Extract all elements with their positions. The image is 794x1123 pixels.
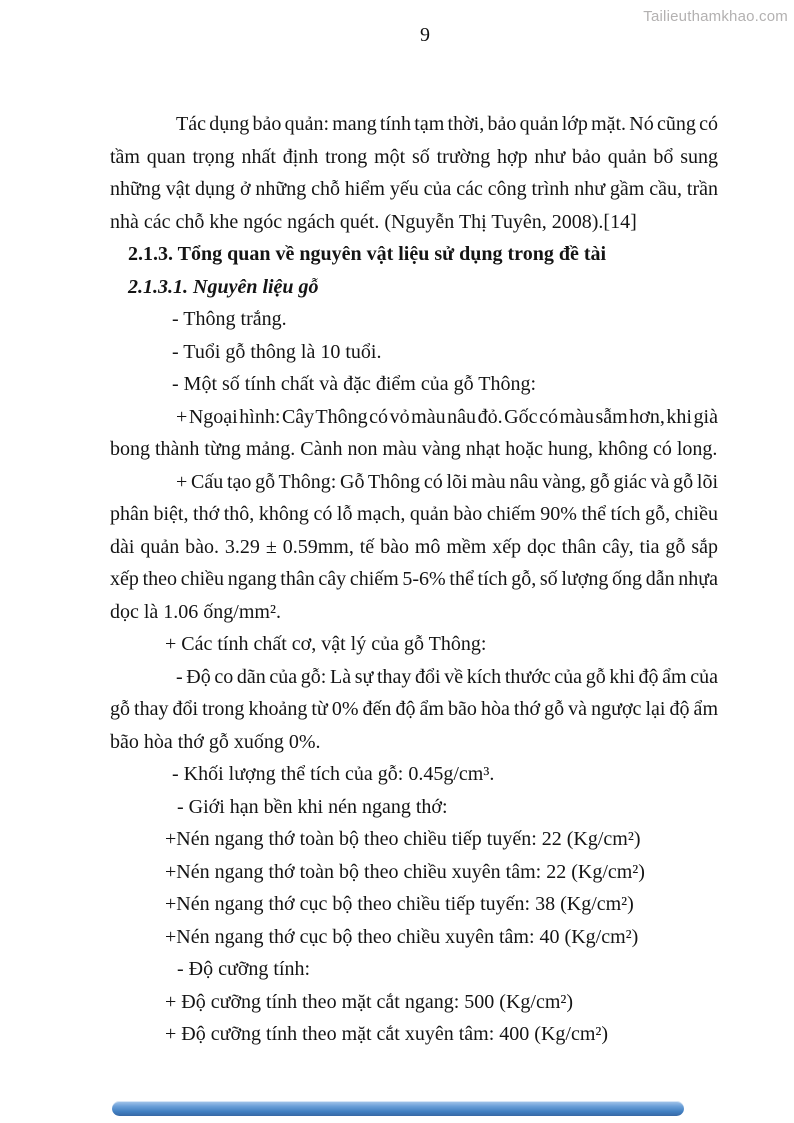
line-gioi-han-ben [110,791,718,824]
paragraph-tac-dung-bao-quan [110,108,718,238]
line-cac-tinh-chat-co [110,628,718,661]
text-line: +Nén ngang thớ cục bộ theo chiều tiếp tuyến: 38 (Kg/cm²) [165,893,634,915]
line-tuoi-go-thong [110,336,718,369]
text-line: + Ngoại hình: Cây Thông có vỏ màu nâu đỏ. Gốc có màu sẫm hơn, khi già [176,405,718,428]
text-line: 2.1.3. Tổng quan về nguyên vật liệu sử dụng trong đề tài [128,243,607,265]
text-line: +Nén ngang thớ toàn bộ theo chiều xuyên tâm: 22 (Kg/cm²) [165,860,645,883]
text-line: bong thành từng mảng. Cành non màu vàng nhạt hoặc hung, không có long. [110,438,718,460]
heading-2-1-3 [110,238,718,271]
line-cuong-tinh-ngang [110,986,718,1019]
text-line: bão hòa thớ gỗ xuống 0%. [110,730,321,753]
text-line: Tác dụng bảo quản: mang tính tạm thời, bảo quản lớp mặt. Nó cũng có [176,113,718,135]
text-line: - Một số tính chất và đặc điểm của gỗ Thông: [172,373,536,395]
text-line: 2.1.3.1. Nguyên liệu gỗ [128,275,319,298]
watermark-text: Tailieuthamkhao.com [643,8,788,25]
line-nen-cuc-bo-tiep-tuyen [110,888,718,921]
text-line: + Độ cưỡng tính theo mặt cắt xuyên tâm: 400 (Kg/cm²) [165,1023,609,1045]
horizontal-scrollbar-thumb[interactable] [112,1101,684,1116]
document-content [110,108,718,1051]
text-line: - Độ co dãn của gỗ: Là sự thay đổi về kích thước của gỗ khi độ ẩm của [176,665,718,688]
text-line: những vật dụng ở những chỗ hiểm yếu của các công trình như gầm cầu, trần [110,178,718,200]
text-line: tầm quan trọng nhất định trong một số trường hợp như bảo quản bổ sung [110,145,718,168]
page-number: 9 [420,24,430,46]
paragraph-do-co-dan [110,661,718,759]
text-line: - Giới hạn bền khi nén ngang thớ: [172,795,448,818]
paragraph-cau-tao [110,466,718,629]
line-nen-toan-bo-tiep-tuyen [110,823,718,856]
line-do-cuong-tinh [110,953,718,986]
text-line: + Cấu tạo gỗ Thông: Gỗ Thông có lõi màu nâu vàng, gỗ giác và gỗ lõi [176,470,718,493]
text-line: - Tuổi gỗ thông là 10 tuổi. [172,340,382,363]
line-cuong-tinh-xuyen-tam [110,1018,718,1051]
text-line: + Độ cưỡng tính theo mặt cắt ngang: 500 (Kg/cm²) [165,990,574,1013]
text-line: xếp theo chiều ngang thân cây chiếm 5-6% thể tích gỗ, số lượng ống dẫn nhựa [110,568,718,590]
text-line: phân biệt, thớ thô, không có lỗ mạch, quản bào chiếm 90% thể tích gỗ, chiều [110,503,718,525]
text-line: +Nén ngang thớ toàn bộ theo chiều tiếp tuyến: 22 (Kg/cm²) [165,828,641,850]
line-thong-trang [110,303,718,336]
paragraph-ngoai-hinh [110,401,718,466]
text-line: - Độ cưỡng tính: [172,958,311,980]
text-line: gỗ thay đổi trong khoảng từ 0% đến độ ẩm bão hòa thớ gỗ và ngược lại độ ẩm [110,698,718,720]
text-line: - Khối lượng thể tích của gỗ: 0.45g/cm³. [172,763,495,785]
line-khoi-luong-the-tich [110,758,718,791]
text-line: dài quản bào. 3.29 ± 0.59mm, tế bào mô mềm xếp dọc thân cây, tia gỗ sắp [110,535,718,558]
text-line: + Các tính chất cơ, vật lý của gỗ Thông: [165,633,487,655]
text-line: +Nén ngang thớ cục bộ theo chiều xuyên tâm: 40 (Kg/cm²) [165,925,639,948]
line-nen-cuc-bo-xuyen-tam [110,921,718,954]
line-nen-toan-bo-xuyen-tam [110,856,718,889]
text-line: nhà các chỗ khe ngóc ngách quét. (Nguyễn Thị Tuyên, 2008).[14] [110,210,637,233]
text-line: - Thông trắng. [172,308,287,330]
text-line: dọc là 1.06 ống/mm². [110,600,281,623]
line-mot-so-tinh-chat [110,368,718,401]
heading-2-1-3-1 [110,271,718,304]
